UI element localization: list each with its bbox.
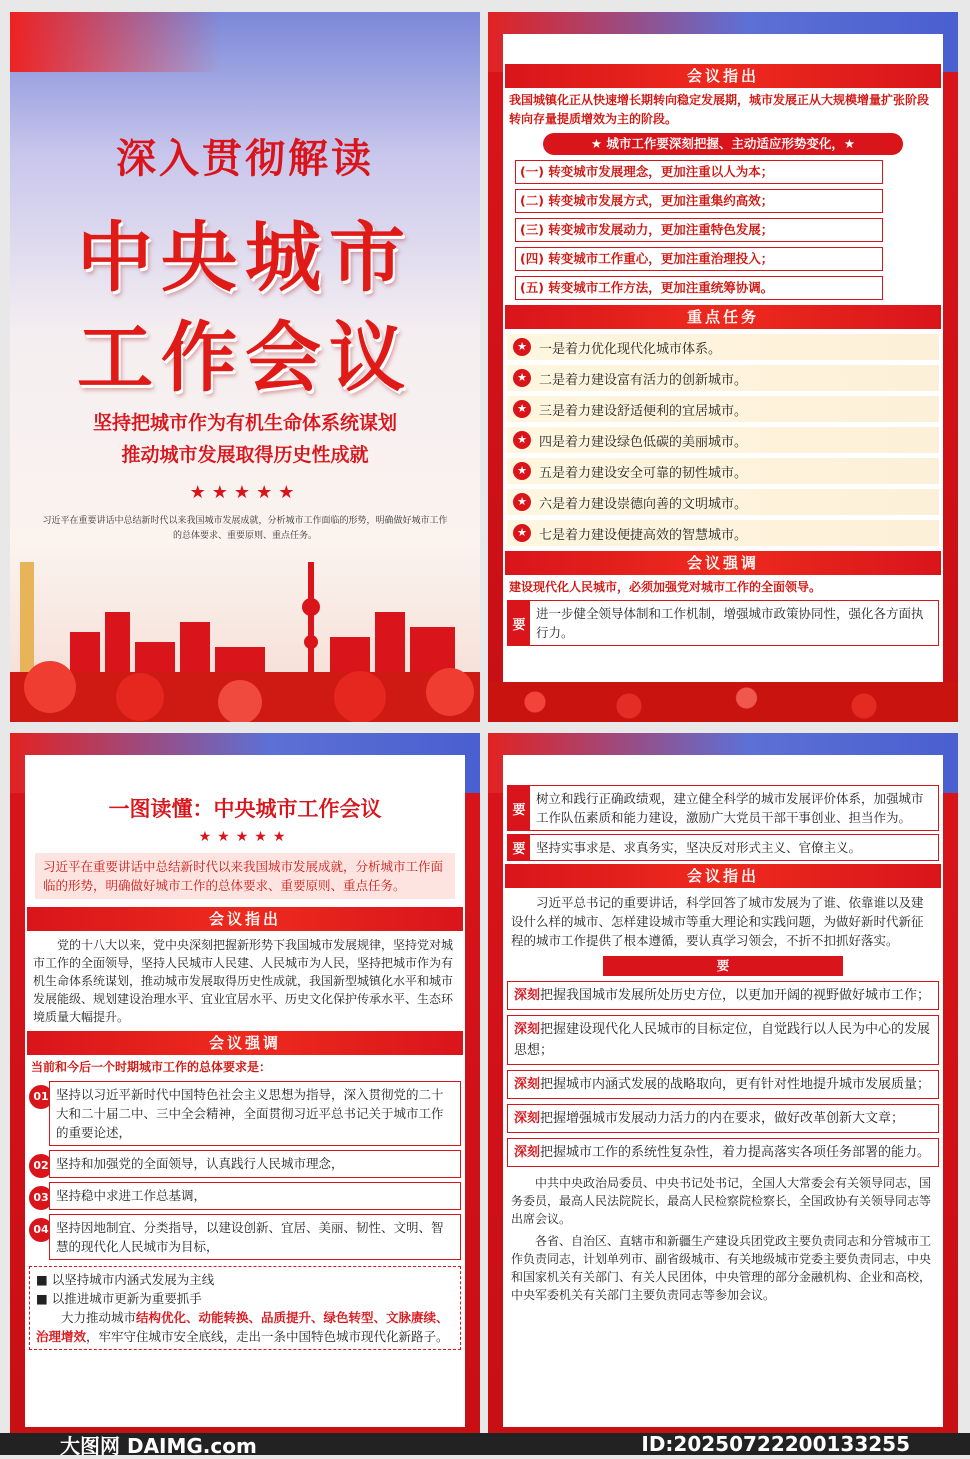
yao-key: 要	[508, 601, 530, 645]
section-header: 会议强调	[505, 551, 941, 575]
deep-text: 把握城市工作的系统性复杂性，着力提高落实各项任务部署的能力。	[540, 1145, 931, 1160]
yao-text: 坚持实事求是、求真务实，坚决反对形式主义、官僚主义。	[536, 840, 862, 855]
section-header: 会议指出	[27, 907, 463, 931]
task-text: 四是着力建设绿色低碳的美丽城市。	[539, 434, 748, 450]
requirement-text: 坚持因地制宜、分类指导，以建设创新、宜居、美丽、韧性、文明、智慧的现代化人民城市为目标，	[49, 1214, 461, 1260]
attendees-paragraph: 各省、自治区、直辖市和新疆生产建设兵团党政主要负责同志和分管城市工作负责同志，计划单列市、副省级城市、有关地级城市党委主要负责同志，中央和国家机关有关部门、有关人民团体，中央管理的部分金融机构、企业和高校，中央军委机关有关部门主要负责同志等参加会议。	[511, 1234, 932, 1302]
summary-box	[29, 1266, 461, 1350]
chart-title: 一图读懂：中央城市工作会议	[108, 797, 382, 821]
poster-one-chart	[10, 733, 480, 1433]
content-card	[25, 755, 465, 1427]
yao-box	[507, 600, 939, 646]
deep-text: 把握建设现代化人民城市的目标定位，自觉践行以人民为中心的发展思想；	[514, 1022, 931, 1058]
content-card	[503, 755, 943, 1427]
requirement-item	[29, 1150, 461, 1178]
requirement-item	[29, 1081, 461, 1146]
task-item	[507, 520, 939, 546]
task-text: 七是着力建设便捷高效的智慧城市。	[539, 527, 748, 543]
task-item	[507, 489, 939, 515]
deep-item	[507, 1070, 939, 1099]
transform-item: (二) 转变城市发展方式，更加注重集约高效；	[515, 189, 883, 213]
requirement-number: 04	[29, 1218, 53, 1242]
yao-text: 树立和践行正确政绩观，建立健全科学的城市发展评价体系，加强城市工作队伍素质和能力建设，激励广大党员干部干事创业、担当作为。	[536, 791, 924, 825]
task-item	[507, 334, 939, 360]
section-paragraph: 党的十八大以来，党中央深刻把握新形势下我国城市发展规律，坚持党对城市工作的全面领导，坚持人民城市人民建、人民城市为人民，坚持把城市作为有机生命体系统谋划，推动城市发展取得历史性成就，我国新型城镇化水平和城市发展能级、规划建设治理水平、宜业宜居水平、历史文化保护传承水平、生态环境质量大幅提升。	[33, 938, 454, 1024]
cover-slogan1: 坚持把城市作为有机生命体系统谋划	[92, 412, 397, 434]
requirement-item	[29, 1214, 461, 1260]
deep-text: 把握增强城市发展动力活力的内在要求，做好改革创新大文章；	[540, 1111, 905, 1126]
flag-ribbon	[10, 12, 480, 72]
star-icon: ★	[513, 369, 531, 387]
intro-box: 习近平在重要讲话中总结新时代以来我国城市发展成就，分析城市工作面临的形势，明确做好城市工作的总体要求、重要原则、重点任务。	[35, 853, 455, 899]
star-icon: ★	[513, 431, 531, 449]
requirement-number: 03	[29, 1186, 53, 1210]
emphasis-text: 建设现代化人民城市，必须加强党对城市工作的全面领导。	[509, 580, 822, 594]
deep-item	[507, 981, 939, 1010]
requirement-number: 02	[29, 1154, 53, 1178]
deep-key: 深刻	[514, 1022, 541, 1037]
requirement-text: 坚持和加强党的全面领导，认真践行人民城市理念，	[49, 1150, 461, 1178]
task-text: 三是着力建设舒适便利的宜居城市。	[539, 403, 748, 419]
deep-key: 深刻	[514, 1077, 541, 1092]
transform-item: (五) 转变城市工作方法，更加注重统筹协调。	[515, 276, 883, 300]
bullet-item: ■ 以坚持城市内涵式发展为主线	[36, 1272, 215, 1287]
transform-item: (三) 转变城市发展动力，更加注重特色发展；	[515, 218, 883, 242]
deep-key: 深刻	[514, 1111, 541, 1126]
deep-text: 把握城市内涵式发展的战略取向，更有针对性地提升城市发展质量；	[540, 1077, 931, 1092]
task-text: 六是着力建设崇德向善的文明城市。	[539, 496, 748, 512]
bullet-item: ■ 以推进城市更新为重要抓手	[36, 1291, 202, 1306]
cover-slogan2: 推动城市发展取得历史性成就	[121, 444, 369, 466]
section-header: 重点任务	[505, 305, 941, 329]
yao-text: 进一步健全领导体制和工作机制，增强城市政策协同性，强化各方面执行力。	[536, 606, 924, 640]
deep-text: 把握我国城市发展所处历史方位，以更加开阔的视野做好城市工作；	[540, 988, 931, 1003]
cover-subtitle: 深入贯彻解读	[116, 136, 374, 182]
deep-key: 深刻	[514, 988, 541, 1003]
requirement-item	[29, 1182, 461, 1210]
cover-stars: ★★★★★	[189, 482, 301, 503]
yao-key: 要	[508, 786, 530, 830]
requirement-text: 坚持稳中求进工作总基调，	[49, 1182, 461, 1210]
summary-highlight: 结构优化、动能转换、品质提升、绿色转型、文脉赓续、治理增效	[36, 1310, 449, 1344]
deep-item	[507, 1015, 939, 1065]
poster-requirements	[488, 733, 958, 1433]
requirement-number: 01	[29, 1085, 53, 1109]
star-icon: ★	[513, 400, 531, 418]
task-text: 一是着力优化现代化城市体系。	[539, 341, 722, 357]
poster-cover	[10, 12, 480, 722]
image-id: ID:20250722200133255	[641, 1432, 910, 1456]
task-text: 五是着力建设安全可靠的韧性城市。	[539, 465, 748, 481]
yao-box	[507, 834, 939, 861]
yao-key: 要	[508, 835, 530, 860]
summary-text: ，牢牢守住城市安全底线，走出一条中国特色城市现代化新路子。	[86, 1329, 449, 1344]
task-item	[507, 365, 939, 391]
cover-title-line2: 工作会议	[77, 313, 413, 402]
star-icon: ★	[513, 493, 531, 511]
deep-item	[507, 1104, 939, 1133]
watermark-footer	[0, 1432, 970, 1458]
cover-summary: 习近平在重要讲话中总结新时代以来我国城市发展成就，分析城市工作面临的形势，明确做好城市工作的总体要求、重要原则、重点任务。	[42, 516, 448, 541]
section-intro: 我国城镇化正从快速增长期转向稳定发展期，城市发展正从大规模增量扩张阶段转向存量提质增效为主的阶段。	[509, 93, 930, 126]
content-card	[503, 34, 943, 684]
requirement-text: 坚持以习近平新时代中国特色社会主义思想为指导，深入贯彻党的二十大和二十届二中、三中全会精神，全面贯彻习近平总书记关于城市工作的重要论述，	[49, 1081, 461, 1146]
task-item	[507, 458, 939, 484]
summary-text: 大力推动城市	[61, 1310, 137, 1325]
section-header: 会议指出	[505, 64, 941, 88]
deep-item	[507, 1138, 939, 1167]
yao-box	[507, 785, 939, 831]
task-text: 二是着力建设富有活力的创新城市。	[539, 372, 748, 388]
attendees-paragraph: 中共中央政治局委员、中央书记处书记，全国人大常委会有关领导同志，国务委员，最高人民法院院长，最高人民检察院检察长，全国政协有关领导同志等出席会议。	[511, 1176, 932, 1226]
star-icon: ★	[513, 524, 531, 542]
poster-meeting-points	[488, 12, 958, 722]
task-item	[507, 427, 939, 453]
star-icon: ★	[513, 462, 531, 480]
cover-title-line1: 中央城市	[77, 213, 413, 302]
city-skyline-illustration	[10, 552, 480, 722]
yao-banner: 要	[603, 956, 843, 976]
banner: ★ 城市工作要深刻把握、主动适应形势变化，★	[543, 133, 903, 155]
section-header: 会议强调	[27, 1031, 463, 1055]
transform-item: (一) 转变城市发展理念，更加注重以人为本；	[515, 160, 883, 184]
star-icon: ★	[513, 338, 531, 356]
title-stars: ★★★★★	[198, 829, 292, 845]
flower-decoration	[488, 682, 958, 722]
site-logo: 大图网 DAIMG.com	[60, 1433, 257, 1458]
section-header: 会议指出	[505, 864, 941, 888]
task-item	[507, 396, 939, 422]
deep-key: 深刻	[514, 1145, 541, 1160]
section-paragraph: 习近平总书记的重要讲话，科学回答了城市发展为了谁、依靠谁以及建设什么样的城市、怎样建设城市等重大理论和实践问题，为做好新时代新征程的城市工作提供了根本遵循，要认真学习领会，不折不扣抓好落实。	[511, 895, 924, 948]
transform-item: (四) 转变城市工作重心，更加注重治理投入；	[515, 247, 883, 271]
lead-text: 当前和今后一个时期城市工作的总体要求是：	[31, 1060, 272, 1074]
